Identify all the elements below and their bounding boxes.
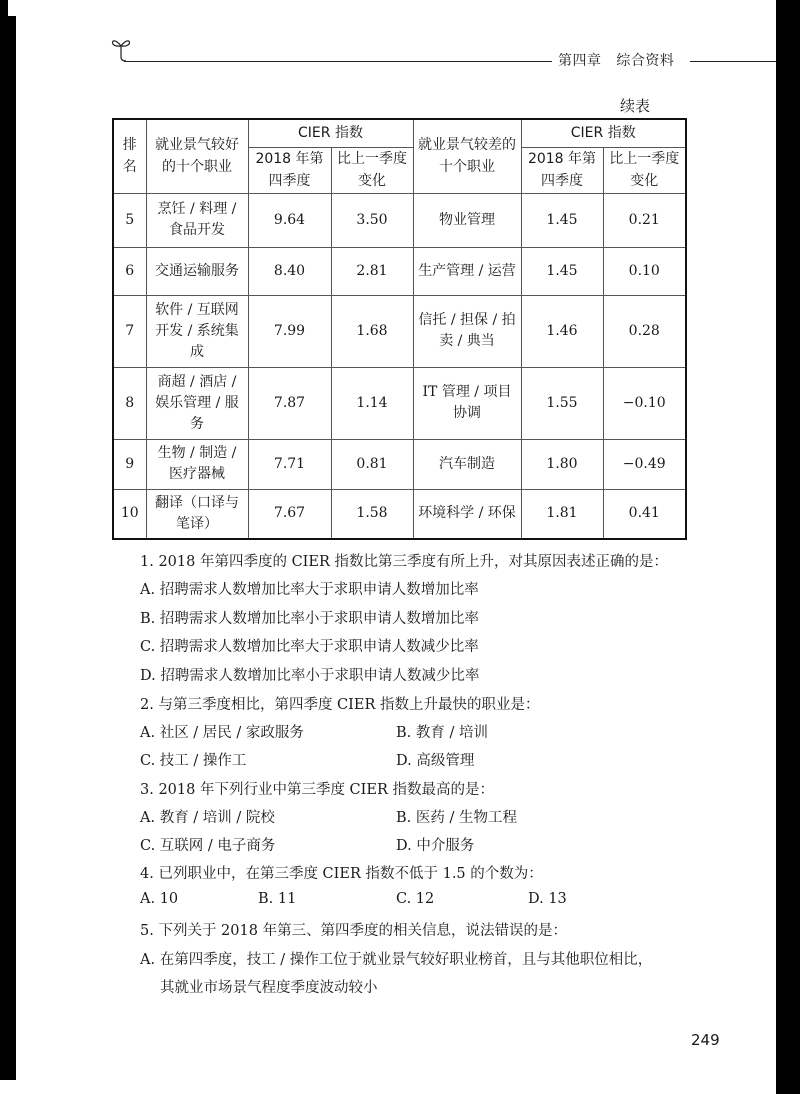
bad-q4-cell: 1.81 bbox=[521, 489, 603, 539]
question-3-stem: 3. 2018 年下列行业中第三季度 CIER 指数最高的是： bbox=[140, 782, 494, 798]
bad-change-cell: 0.10 bbox=[603, 247, 686, 295]
rank-cell: 9 bbox=[113, 439, 146, 489]
question-5-stem: 5. 下列关于 2018 年第三、第四季度的相关信息，说法错误的是： bbox=[140, 923, 568, 939]
bad-change-cell: 0.28 bbox=[603, 295, 686, 367]
bad-job-cell: 环境科学 / 环保 bbox=[413, 489, 521, 539]
chapter-title bbox=[558, 50, 674, 70]
rank-cell: 8 bbox=[113, 367, 146, 439]
bad-q4-cell: 1.80 bbox=[521, 439, 603, 489]
question-4-option-b: B. 11 bbox=[258, 891, 297, 907]
good-job-cell: 翻译（口译与笔译） bbox=[146, 489, 248, 539]
good-q4-cell: 7.87 bbox=[248, 367, 331, 439]
table-row bbox=[113, 247, 686, 295]
bad-job-cell: 物业管理 bbox=[413, 193, 521, 247]
bad-change-cell: 0.41 bbox=[603, 489, 686, 539]
header-bad-q4: 2018 年第四季度 bbox=[521, 147, 603, 193]
header-rule-left bbox=[124, 61, 552, 62]
question-4-option-a: A. 10 bbox=[140, 891, 179, 907]
question-1-stem: 1. 2018 年第四季度的 CIER 指数比第三季度有所上升，对其原因表述正确的是： bbox=[140, 554, 668, 570]
bad-q4-cell: 1.55 bbox=[521, 367, 603, 439]
good-q4-cell: 7.71 bbox=[248, 439, 331, 489]
rank-cell: 5 bbox=[113, 193, 146, 247]
bad-q4-cell: 1.46 bbox=[521, 295, 603, 367]
good-change-cell: 3.50 bbox=[331, 193, 413, 247]
header-good-q4: 2018 年第四季度 bbox=[248, 147, 331, 193]
good-job-cell: 烹饪 / 料理 / 食品开发 bbox=[146, 193, 248, 247]
question-4-option-d: D. 13 bbox=[528, 891, 567, 907]
question-2-option-b: B. 教育 / 培训 bbox=[396, 725, 488, 741]
bad-change-cell: −0.10 bbox=[603, 367, 686, 439]
good-job-cell: 商超 / 酒店 / 娱乐管理 / 服务 bbox=[146, 367, 248, 439]
good-change-cell: 1.14 bbox=[331, 367, 413, 439]
question-1-option-b: B. 招聘需求人数增加比率小于求职申请人数增加比率 bbox=[140, 611, 479, 627]
page-number: 249 bbox=[691, 1031, 720, 1049]
section-title: 综合资料 bbox=[616, 53, 675, 69]
question-2-stem: 2. 与第三季度相比，第四季度 CIER 指数上升最快的职业是： bbox=[140, 697, 540, 713]
good-job-cell: 软件 / 互联网开发 / 系统集成 bbox=[146, 295, 248, 367]
rank-cell: 7 bbox=[113, 295, 146, 367]
good-change-cell: 1.68 bbox=[331, 295, 413, 367]
bad-job-cell: 信托 / 担保 / 拍卖 / 典当 bbox=[413, 295, 521, 367]
table-row bbox=[113, 489, 686, 539]
header-good-cier: CIER 指数 bbox=[248, 119, 413, 147]
table-row bbox=[113, 439, 686, 489]
question-5-option-a-continued: 其就业市场景气程度季度波动较小 bbox=[160, 980, 378, 996]
scan-border-right bbox=[776, 0, 800, 1094]
sprout-icon bbox=[110, 36, 132, 62]
question-3-option-b: B. 医药 / 生物工程 bbox=[396, 810, 517, 826]
question-1-option-a: A. 招聘需求人数增加比率大于求职申请人数增加比率 bbox=[140, 582, 479, 598]
rank-cell: 10 bbox=[113, 489, 146, 539]
running-header bbox=[110, 36, 776, 69]
question-4-option-c: C. 12 bbox=[396, 891, 435, 907]
bad-change-cell: −0.49 bbox=[603, 439, 686, 489]
table-row bbox=[113, 367, 686, 439]
good-change-cell: 0.81 bbox=[331, 439, 413, 489]
bad-job-cell: IT 管理 / 项目协调 bbox=[413, 367, 521, 439]
question-4-stem: 4. 已列职业中，在第三季度 CIER 指数不低于 1.5 的个数为： bbox=[140, 866, 543, 882]
header-bad-change: 比上一季度变化 bbox=[603, 147, 686, 193]
good-q4-cell: 7.99 bbox=[248, 295, 331, 367]
good-change-cell: 1.58 bbox=[331, 489, 413, 539]
question-1-option-d: D. 招聘需求人数增加比率小于求职申请人数减少比率 bbox=[140, 668, 480, 684]
header-good-change: 比上一季度变化 bbox=[331, 147, 413, 193]
header-bad-cier: CIER 指数 bbox=[521, 119, 686, 147]
rank-cell: 6 bbox=[113, 247, 146, 295]
scan-border-left-top bbox=[0, 0, 8, 16]
bad-q4-cell: 1.45 bbox=[521, 193, 603, 247]
question-3-option-a: A. 教育 / 培训 / 院校 bbox=[140, 810, 275, 826]
bad-job-cell: 汽车制造 bbox=[413, 439, 521, 489]
table-continued-label: 续表 bbox=[620, 97, 651, 115]
header-rank: 排名 bbox=[113, 119, 146, 193]
good-job-cell: 交通运输服务 bbox=[146, 247, 248, 295]
question-2-option-c: C. 技工 / 操作工 bbox=[140, 753, 247, 769]
chapter-number: 第四章 bbox=[558, 53, 602, 69]
question-2-option-a: A. 社区 / 居民 / 家政服务 bbox=[140, 725, 304, 741]
good-q4-cell: 9.64 bbox=[248, 193, 331, 247]
question-3-option-c: C. 互联网 / 电子商务 bbox=[140, 838, 276, 854]
question-2-option-d: D. 高级管理 bbox=[396, 753, 475, 769]
question-3-option-d: D. 中介服务 bbox=[396, 838, 475, 854]
header-bad-jobs: 就业景气较差的十个职业 bbox=[413, 119, 521, 193]
good-q4-cell: 7.67 bbox=[248, 489, 331, 539]
bad-q4-cell: 1.45 bbox=[521, 247, 603, 295]
scan-border-left bbox=[0, 16, 16, 1080]
header-rule-right bbox=[690, 61, 776, 62]
cier-table bbox=[112, 118, 687, 540]
header-good-jobs: 就业景气较好的十个职业 bbox=[146, 119, 248, 193]
good-change-cell: 2.81 bbox=[331, 247, 413, 295]
question-5-option-a: A. 在第四季度，技工 / 操作工位于就业景气较好职业榜首，且与其他职位相比， bbox=[140, 952, 653, 968]
table-row bbox=[113, 295, 686, 367]
bad-change-cell: 0.21 bbox=[603, 193, 686, 247]
header-row bbox=[113, 119, 686, 147]
bad-job-cell: 生产管理 / 运营 bbox=[413, 247, 521, 295]
good-job-cell: 生物 / 制造 / 医疗器械 bbox=[146, 439, 248, 489]
question-1-option-c: C. 招聘需求人数增加比率大于求职申请人数减少比率 bbox=[140, 639, 479, 655]
table-row bbox=[113, 193, 686, 247]
good-q4-cell: 8.40 bbox=[248, 247, 331, 295]
